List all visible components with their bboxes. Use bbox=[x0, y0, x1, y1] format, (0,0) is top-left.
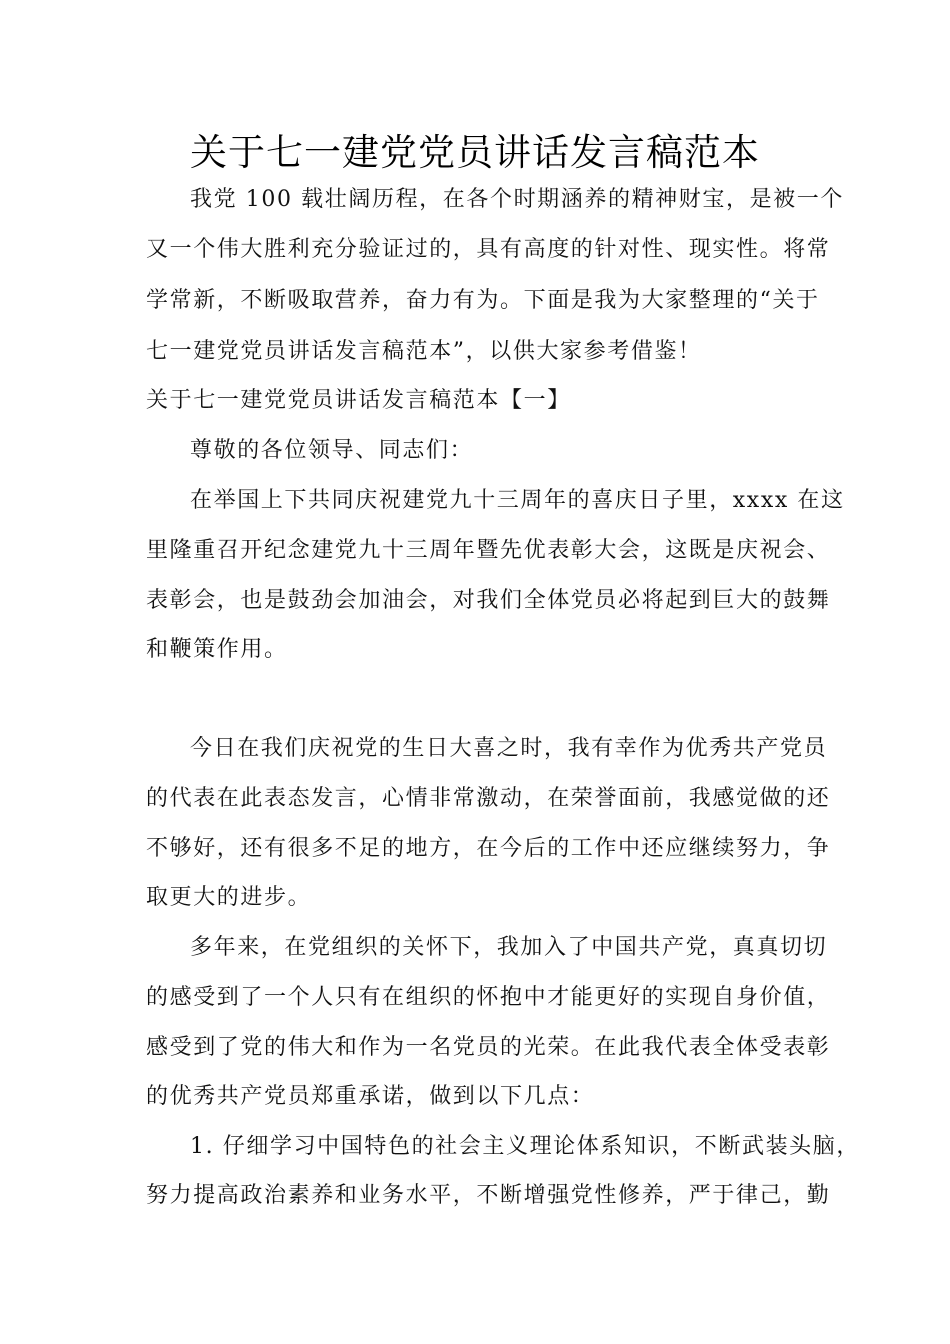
paragraph-line: 多年来，在党组织的关怀下，我加入了中国共产党，真真切切 bbox=[190, 935, 828, 960]
salutation: 尊敬的各位领导、同志们： bbox=[190, 438, 474, 463]
document-title: 关于七一建党党员讲话发言稿范本 bbox=[190, 131, 760, 174]
list-item-line: 努力提高政治素养和业务水平，不断增强党性修养，严于律己，勤 bbox=[146, 1183, 831, 1208]
paragraph-line: 取更大的进步。 bbox=[146, 885, 312, 910]
paragraph-line: 和鞭策作用。 bbox=[146, 637, 288, 662]
list-item-line: 1. 仔细学习中国特色的社会主义理论体系知识，不断武装头脑， bbox=[190, 1134, 860, 1159]
paragraph-line: 不够好，还有很多不足的地方，在今后的工作中还应继续努力，争 bbox=[146, 836, 831, 861]
paragraph-line: 今日在我们庆祝党的生日大喜之时，我有幸作为优秀共产党员 bbox=[190, 736, 828, 761]
paragraph-line: 的优秀共产党员郑重承诺，做到以下几点： bbox=[146, 1084, 595, 1109]
paragraph-line: 里隆重召开纪念建党九十三周年暨先优表彰大会，这既是庆祝会、 bbox=[146, 538, 831, 563]
paragraph-line: 的代表在此表态发言，心情非常激动，在荣誉面前，我感觉做的还 bbox=[146, 786, 831, 811]
intro-line-4: 七一建党党员讲话发言稿范本”，以供大家参考借鉴！ bbox=[146, 339, 702, 364]
intro-line-2: 又一个伟大胜利充分验证过的，具有高度的针对性、现实性。将常 bbox=[146, 237, 831, 262]
intro-line-1: 我党 100 载壮阔历程，在各个时期涵养的精神财宝，是被一个 bbox=[190, 187, 844, 212]
paragraph-line: 在举国上下共同庆祝建党九十三周年的喜庆日子里，xxxx 在这 bbox=[190, 488, 845, 513]
paragraph-line: 感受到了党的伟大和作为一名党员的光荣。在此我代表全体受表彰 bbox=[146, 1035, 831, 1060]
intro-line-3: 学常新，不断吸取营养，奋力有为。下面是我为大家整理的“关于 bbox=[146, 288, 820, 313]
paragraph-line: 的感受到了一个人只有在组织的怀抱中才能更好的实现自身价值， bbox=[146, 985, 831, 1010]
section-heading: 关于七一建党党员讲话发言稿范本【一】 bbox=[146, 388, 571, 413]
paragraph-line: 表彰会，也是鼓劲会加油会，对我们全体党员必将起到巨大的鼓舞 bbox=[146, 588, 831, 613]
